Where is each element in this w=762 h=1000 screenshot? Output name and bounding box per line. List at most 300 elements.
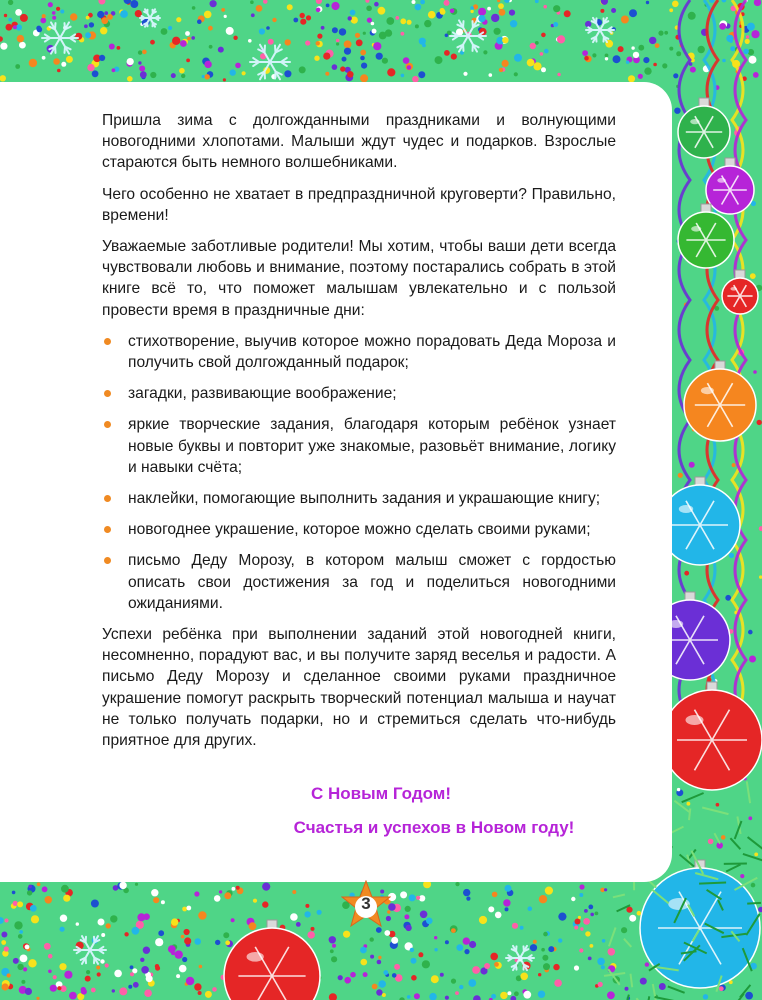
confetti-dot <box>676 51 681 56</box>
confetti-dot <box>729 553 734 558</box>
confetti-dot <box>4 946 9 951</box>
confetti-dot <box>106 923 111 928</box>
confetti-dot <box>161 900 165 904</box>
confetti-dot <box>347 71 354 78</box>
feature-list <box>102 331 616 614</box>
confetti-dot <box>613 55 621 63</box>
confetti-dot <box>420 0 425 4</box>
confetti-dot <box>139 66 145 72</box>
body-text <box>102 110 616 761</box>
confetti-dot <box>181 74 185 78</box>
bullet-dot <box>104 557 111 564</box>
confetti-dot <box>538 991 545 998</box>
confetti-dot <box>607 991 615 999</box>
confetti-dot <box>199 965 203 969</box>
confetti-dot <box>407 20 412 25</box>
confetti-dot <box>1 940 6 945</box>
confetti-dot <box>553 22 558 27</box>
confetti-dot <box>204 11 212 19</box>
confetti-dot <box>138 61 141 64</box>
confetti-dot <box>144 989 152 997</box>
confetti-dot <box>373 42 381 50</box>
confetti-dot <box>434 936 437 939</box>
confetti-dot <box>284 70 291 77</box>
confetti-dot <box>31 915 39 923</box>
confetti-dot <box>304 911 310 917</box>
confetti-dot <box>143 947 150 954</box>
confetti-dot <box>179 965 187 973</box>
confetti-dot <box>503 899 510 906</box>
confetti-dot <box>155 966 160 971</box>
confetti-dot <box>429 993 437 1000</box>
confetti-dot <box>287 4 293 10</box>
confetti-dot <box>384 930 390 936</box>
confetti-dot <box>21 980 25 984</box>
confetti-dot <box>598 982 603 987</box>
confetti-dot <box>499 68 503 72</box>
intro-paragraph-2: Чего особенно не хватает в предпраздничной круговерти? Правильно, времени! <box>102 185 616 224</box>
confetti-dot <box>505 885 512 892</box>
confetti-dot <box>553 964 559 970</box>
confetti-dot <box>510 996 516 1000</box>
confetti-dot <box>601 965 605 969</box>
confetti-dot <box>253 899 257 903</box>
confetti-dot <box>182 957 187 962</box>
confetti-dot <box>97 11 104 18</box>
confetti-dot <box>753 370 757 374</box>
confetti-dot <box>262 883 270 891</box>
confetti-dot <box>57 69 61 73</box>
confetti-dot <box>233 36 237 40</box>
confetti-dot <box>502 60 509 67</box>
confetti-dot <box>489 73 493 77</box>
confetti-dot <box>308 931 315 938</box>
confetti-dot <box>344 977 351 984</box>
confetti-dot <box>344 40 352 48</box>
confetti-dot <box>747 23 755 31</box>
confetti-dot <box>487 7 491 11</box>
confetti-dot <box>5 24 12 31</box>
pine-needle <box>668 986 685 992</box>
confetti-dot <box>350 10 356 16</box>
pine-needle <box>609 928 616 947</box>
confetti-dot <box>592 53 596 57</box>
confetti-dot <box>407 65 412 70</box>
confetti-dot <box>698 46 705 53</box>
confetti-dot <box>445 996 449 1000</box>
confetti-dot <box>386 17 394 25</box>
confetti-dot <box>595 912 599 916</box>
confetti-dot <box>542 955 548 961</box>
confetti-dot <box>101 17 108 24</box>
confetti-dot <box>13 958 19 964</box>
confetti-dot <box>505 907 509 911</box>
pine-needle <box>714 833 720 844</box>
confetti-dot <box>757 420 762 425</box>
confetti-dot <box>411 958 417 964</box>
confetti-dot <box>20 14 28 22</box>
confetti-dot <box>548 946 554 952</box>
pine-needle <box>604 973 625 976</box>
confetti-dot <box>98 0 105 5</box>
confetti-dot <box>530 43 536 49</box>
confetti-dot <box>672 1 679 8</box>
confetti-dot <box>451 979 456 984</box>
confetti-dot <box>535 0 539 3</box>
confetti-dot <box>401 32 405 36</box>
pine-needle <box>624 939 631 947</box>
ornament-shine <box>690 119 699 124</box>
confetti-dot <box>409 894 416 901</box>
confetti-dot <box>192 6 196 10</box>
pine-needle <box>730 838 740 849</box>
confetti-dot <box>557 35 565 43</box>
confetti-dot <box>387 68 395 76</box>
confetti-dot <box>579 948 583 952</box>
confetti-dot <box>127 76 133 82</box>
confetti-dot <box>580 927 583 930</box>
confetti-dot <box>498 3 504 9</box>
confetti-dot <box>224 15 227 18</box>
pine-needle <box>689 809 690 821</box>
confetti-dot <box>558 938 562 942</box>
snowflake-icon <box>250 45 290 80</box>
confetti-dot <box>445 940 449 944</box>
confetti-dot <box>621 16 629 24</box>
confetti-dot <box>138 50 142 54</box>
confetti-dot <box>97 972 101 976</box>
confetti-dot <box>604 888 607 891</box>
confetti-dot <box>114 970 122 978</box>
confetti-dot <box>191 36 195 40</box>
confetti-dot <box>91 988 96 993</box>
confetti-dot <box>410 948 414 952</box>
confetti-dot <box>0 43 7 50</box>
confetti-dot <box>740 874 744 878</box>
confetti-dot <box>605 54 609 58</box>
confetti-dot <box>36 997 39 1000</box>
confetti-dot <box>321 26 325 30</box>
confetti-dot <box>184 929 190 935</box>
confetti-dot <box>541 67 546 72</box>
pine-needle <box>748 837 762 850</box>
confetti-dot <box>470 6 474 10</box>
confetti-dot <box>363 972 368 977</box>
confetti-dot <box>296 922 301 927</box>
confetti-dot <box>376 53 383 60</box>
confetti-dot <box>361 63 367 69</box>
confetti-dot <box>584 909 588 913</box>
confetti-dot <box>96 966 100 970</box>
pine-needle <box>646 996 649 1000</box>
confetti-dot <box>89 22 94 27</box>
confetti-dot <box>719 986 724 991</box>
confetti-dot <box>25 945 30 950</box>
confetti-dot <box>543 932 548 937</box>
list-item: новогоднее украшение, которое можно сделать своими руками; <box>102 519 616 540</box>
confetti-dot <box>678 473 683 478</box>
confetti-dot <box>140 71 147 78</box>
confetti-dot <box>153 897 159 903</box>
confetti-dot <box>382 993 386 997</box>
confetti-dot <box>554 979 562 987</box>
confetti-dot <box>730 46 735 51</box>
confetti-dot <box>422 960 430 968</box>
confetti-dot <box>418 952 423 957</box>
confetti-dot <box>754 0 761 6</box>
confetti-dot <box>171 918 178 925</box>
confetti-dot <box>751 883 756 888</box>
confetti-dot <box>14 921 22 929</box>
confetti-dot <box>66 56 73 63</box>
confetti-dot <box>520 926 524 930</box>
confetti-dot <box>15 9 22 16</box>
closing-paragraph: Успехи ребёнка при выполнении заданий этой новогодней книги, несомненно, порадуют вас, и вы получите заряд веселья и радости. А письмо Деду Морозу и сделанное своими руками праздничное украшение помогут раскрыть творческий потенциал малыша и научат не только получать подарки, но и стремиться сделать что-нибудь приятное для других. <box>102 626 616 750</box>
confetti-dot <box>59 963 66 970</box>
confetti-dot <box>478 8 486 16</box>
confetti-dot <box>444 50 450 56</box>
confetti-dot <box>528 906 533 911</box>
confetti-dot <box>754 853 758 857</box>
confetti-dot <box>507 991 511 995</box>
confetti-dot <box>231 918 235 922</box>
confetti-dot <box>543 963 550 970</box>
confetti-dot <box>17 901 23 907</box>
confetti-dot <box>376 989 382 995</box>
confetti-dot <box>472 966 480 974</box>
confetti-dot <box>673 73 678 78</box>
confetti-dot <box>124 932 128 936</box>
confetti-dot <box>722 0 727 3</box>
confetti-dot <box>374 2 379 7</box>
confetti-dot <box>608 948 616 956</box>
confetti-dot <box>132 927 140 935</box>
confetti-dot <box>405 906 411 912</box>
intro-paragraph-3: Уважаемые заботливые родители! Мы хотим, чтобы ваши дети всегда чувствовали любовь и внимание, поэтому постарались собрать в этой книге всё то, что поможет малышам увлекательно и с пользой провести время в праздничные дни: <box>102 238 616 319</box>
confetti-dot <box>411 975 417 981</box>
confetti-dot <box>225 940 230 945</box>
confetti-dot <box>645 962 649 966</box>
confetti-dot <box>60 10 64 14</box>
confetti-dot <box>721 835 726 840</box>
confetti-dot <box>469 941 476 948</box>
confetti-dot <box>248 39 252 43</box>
confetti-dot <box>86 970 90 974</box>
confetti-dot <box>749 56 757 64</box>
confetti-dot <box>179 68 185 74</box>
confetti-dot <box>176 974 180 978</box>
confetti-dot <box>499 9 506 16</box>
confetti-dot <box>4 14 7 17</box>
confetti-dot <box>19 42 26 49</box>
confetti-dot <box>13 901 18 906</box>
confetti-dot <box>466 897 470 901</box>
confetti-dot <box>223 932 229 938</box>
confetti-dot <box>509 10 515 16</box>
confetti-dot <box>221 8 225 12</box>
confetti-dot <box>204 61 211 68</box>
confetti-dot <box>99 55 105 61</box>
confetti-dot <box>491 14 499 22</box>
confetti-dot <box>585 931 590 936</box>
confetti-dot <box>451 54 457 60</box>
confetti-dot <box>758 907 762 912</box>
confetti-dot <box>400 891 407 898</box>
confetti-dot <box>543 5 547 9</box>
confetti-dot <box>618 46 624 52</box>
confetti-dot <box>748 630 753 635</box>
confetti-dot <box>120 10 128 18</box>
confetti-dot <box>259 28 265 34</box>
confetti-dot <box>85 976 91 982</box>
confetti-dot <box>330 949 334 953</box>
confetti-dot <box>418 71 425 78</box>
confetti-dot <box>709 0 714 3</box>
confetti-dot <box>626 61 629 64</box>
confetti-dot <box>403 57 410 64</box>
confetti-dot <box>60 927 65 932</box>
confetti-dot <box>101 933 105 937</box>
confetti-dot <box>135 883 138 886</box>
confetti-dot <box>459 985 463 989</box>
confetti-dot <box>412 0 416 4</box>
confetti-dot <box>87 64 94 71</box>
confetti-dot <box>749 656 756 663</box>
confetti-dot <box>340 66 345 71</box>
confetti-dot <box>669 47 673 51</box>
confetti-dot <box>495 912 502 919</box>
confetti-dot <box>100 959 104 963</box>
confetti-dot <box>180 40 187 47</box>
confetti-dot <box>130 972 134 976</box>
confetti-dot <box>600 9 604 13</box>
confetti-dot <box>61 62 66 67</box>
confetti-dot <box>520 973 528 981</box>
confetti-dot <box>262 901 268 907</box>
confetti-dot <box>745 39 750 44</box>
confetti-dot <box>15 64 20 69</box>
confetti-dot <box>42 886 48 892</box>
confetti-dot <box>365 0 369 3</box>
confetti-dot <box>155 938 163 946</box>
confetti-dot <box>726 35 733 42</box>
confetti-dot <box>356 39 363 46</box>
confetti-dot <box>236 886 240 890</box>
confetti-dot <box>583 918 590 925</box>
confetti-dot <box>331 2 339 10</box>
pine-needle <box>743 854 762 862</box>
confetti-dot <box>85 32 91 38</box>
confetti-dot <box>141 966 149 974</box>
confetti-dot <box>588 905 593 910</box>
confetti-dot <box>60 915 67 922</box>
confetti-dot <box>424 20 431 27</box>
confetti-dot <box>28 885 32 889</box>
confetti-dot <box>305 904 309 908</box>
confetti-dot <box>500 992 507 999</box>
confetti-dot <box>326 4 330 8</box>
confetti-dot <box>48 954 53 959</box>
confetti-dot <box>404 914 409 919</box>
confetti-dot <box>653 63 657 67</box>
confetti-dot <box>463 72 467 76</box>
pine-needle <box>624 995 629 1000</box>
confetti-dot <box>355 33 360 38</box>
confetti-dot <box>732 463 736 467</box>
confetti-dot <box>8 0 13 5</box>
confetti-dot <box>419 38 426 45</box>
confetti-dot <box>0 75 6 81</box>
confetti-dot <box>98 919 105 926</box>
confetti-dot <box>605 57 608 60</box>
confetti-dot <box>370 937 374 941</box>
confetti-dot <box>473 995 481 1000</box>
confetti-dot <box>564 10 571 17</box>
confetti-dot <box>484 963 490 969</box>
confetti-dot <box>751 30 759 38</box>
confetti-dot <box>588 957 592 961</box>
confetti-dot <box>351 17 358 24</box>
confetti-dot <box>625 987 629 991</box>
confetti-dot <box>84 24 88 28</box>
confetti-dot <box>194 938 201 945</box>
confetti-dot <box>5 919 9 923</box>
confetti-dot <box>664 31 668 35</box>
confetti-dot <box>194 983 201 990</box>
confetti-dot <box>540 52 544 56</box>
confetti-dot <box>553 5 560 12</box>
confetti-dot <box>25 988 32 995</box>
confetti-dot <box>42 56 46 60</box>
confetti-dot <box>456 944 463 951</box>
confetti-dot <box>323 53 330 60</box>
confetti-dot <box>633 52 639 58</box>
confetti-dot <box>316 8 321 13</box>
confetti-dot <box>250 0 254 4</box>
confetti-dot <box>510 20 517 27</box>
confetti-dot <box>637 911 642 916</box>
confetti-dot <box>514 991 519 996</box>
confetti-dot <box>490 953 498 961</box>
confetti-dot <box>530 944 537 951</box>
confetti-dot <box>224 892 231 899</box>
confetti-dot <box>748 816 752 820</box>
confetti-dot <box>19 930 23 934</box>
confetti-dot <box>746 35 749 38</box>
confetti-dot <box>400 18 406 24</box>
confetti-dot <box>181 935 185 939</box>
confetti-dot <box>92 70 99 77</box>
confetti-dot <box>210 0 217 7</box>
confetti-dot <box>394 964 400 970</box>
confetti-dot <box>753 72 759 78</box>
confetti-dot <box>171 73 176 78</box>
confetti-dot <box>40 18 46 24</box>
confetti-dot <box>360 50 366 56</box>
confetti-dot <box>151 889 158 896</box>
confetti-dot <box>584 56 589 61</box>
confetti-dot <box>146 975 153 982</box>
confetti-dot <box>416 896 420 900</box>
confetti-dot <box>197 19 202 24</box>
confetti-dot <box>317 34 322 39</box>
confetti-dot <box>621 927 627 933</box>
pine-needle <box>726 865 740 872</box>
confetti-dot <box>168 945 176 953</box>
confetti-dot <box>185 31 190 36</box>
confetti-dot <box>263 0 268 4</box>
confetti-dot <box>249 922 257 930</box>
